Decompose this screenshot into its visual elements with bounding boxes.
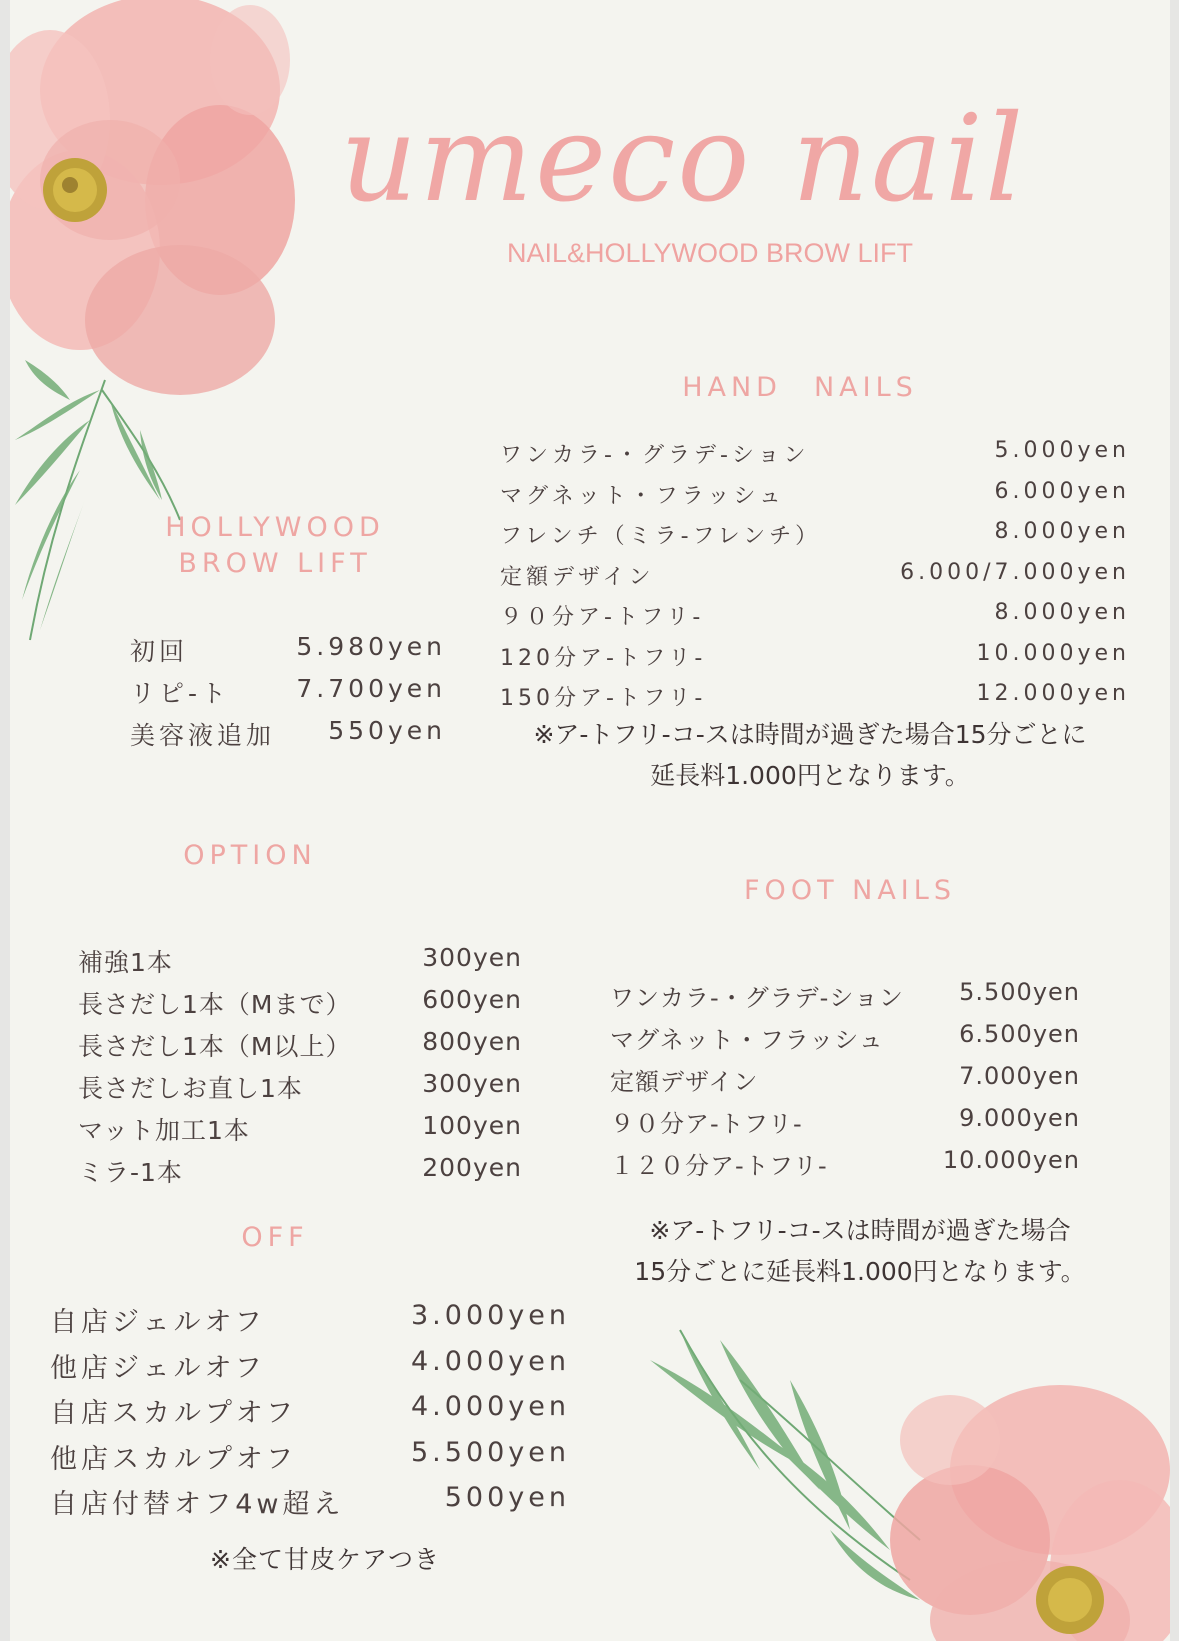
brow-lift-title bbox=[140, 510, 410, 582]
off-item-price: 4.000yen bbox=[411, 1391, 570, 1422]
option-row bbox=[78, 1111, 522, 1147]
foot-nails-item-name: 定額デザイン bbox=[610, 1068, 759, 1096]
hand-nails-item-price: 8.000yen bbox=[994, 600, 1130, 625]
option-row bbox=[78, 1069, 522, 1105]
option-item-price: 100yen bbox=[422, 1111, 522, 1140]
foot-nails-note-line1: ※ア-トフリ-コ-スは時間が過ぎた場合 bbox=[649, 1216, 1071, 1245]
off-row bbox=[50, 1482, 570, 1518]
off-item-name: 他店スカルプオフ bbox=[50, 1443, 297, 1475]
foot-nails-item-name: マグネット・フラッシュ bbox=[610, 1026, 884, 1054]
option-row bbox=[78, 985, 522, 1021]
option-row bbox=[78, 1153, 522, 1189]
foot-nails-row bbox=[610, 1146, 1080, 1182]
hand-nails-item-name: 150分ア-トフリ- bbox=[500, 686, 707, 711]
hand-nails-item-price: 8.000yen bbox=[994, 519, 1130, 544]
option-row bbox=[78, 1027, 522, 1063]
hand-nails-note bbox=[490, 714, 1130, 796]
option-item-price: 800yen bbox=[422, 1027, 522, 1056]
hand-nails-row bbox=[500, 681, 1130, 717]
foot-nails-item-price: 9.000yen bbox=[959, 1104, 1080, 1132]
hand-nails-row bbox=[500, 519, 1130, 555]
foot-nails-item-name: ワンカラ-・グラデ-ション bbox=[610, 984, 904, 1012]
hand-nails-item-name: フレンチ（ミラ-フレンチ） bbox=[500, 524, 822, 549]
hand-nails-item-name: ９０分ア-トフリ- bbox=[500, 605, 705, 630]
option-item-name: 補強1本 bbox=[78, 948, 173, 977]
brow-lift-item-name: 美容液追加 bbox=[130, 721, 276, 750]
off-item-price: 5.500yen bbox=[411, 1436, 570, 1468]
brow-lift-row bbox=[130, 716, 446, 752]
option-item-name: ミラ-1本 bbox=[78, 1158, 183, 1187]
option-item-price: 200yen bbox=[422, 1153, 522, 1182]
foot-nails-item-price: 6.500yen bbox=[959, 1020, 1080, 1048]
hand-nails-row bbox=[500, 600, 1130, 636]
option-item-price: 600yen bbox=[422, 985, 522, 1014]
hand-nails-item-price: 12.000yen bbox=[976, 681, 1130, 706]
brow-lift-title-line2: BROW LIFT bbox=[178, 548, 372, 579]
hand-nails-row bbox=[500, 560, 1130, 596]
brow-lift-item-name: リピ-ト bbox=[130, 679, 231, 708]
off-item-name: 自店スカルプオフ bbox=[50, 1398, 297, 1429]
foot-nails-row bbox=[610, 978, 1080, 1014]
foot-nails-item-price: 5.500yen bbox=[959, 978, 1080, 1006]
foot-nails-row bbox=[610, 1020, 1080, 1056]
off-item-price: 3.000yen bbox=[411, 1300, 570, 1331]
off-row bbox=[50, 1391, 570, 1427]
hand-nails-item-price: 6.000/7.000yen bbox=[900, 559, 1130, 585]
option-title: OPTION bbox=[183, 840, 317, 871]
off-item-name: 自店ジェルオフ bbox=[50, 1307, 266, 1338]
brow-lift-item-price: 550yen bbox=[328, 716, 446, 745]
off-row bbox=[50, 1346, 570, 1382]
hand-nails-title: HAND NAILS bbox=[682, 372, 918, 403]
foot-nails-row bbox=[610, 1062, 1080, 1098]
brow-lift-item-price: 5.980yen bbox=[296, 632, 446, 661]
off-row bbox=[50, 1300, 570, 1336]
off-item-price: 4.000yen bbox=[411, 1345, 570, 1377]
hand-nails-item-price: 5.000yen bbox=[994, 438, 1130, 463]
off-title: OFF bbox=[241, 1222, 309, 1253]
hand-nails-note-line1: ※ア-トフリ-コ-スは時間が過ぎた場合15分ごとに bbox=[533, 720, 1087, 749]
foot-nails-note-line2: 15分ごとに延長料1.000円となります。 bbox=[634, 1257, 1086, 1286]
hand-nails-item-price: 6.000yen bbox=[994, 478, 1130, 504]
hand-nails-item-name: ワンカラ-・グラデ-ション bbox=[500, 443, 810, 468]
option-item-price: 300yen bbox=[422, 943, 522, 972]
option-item-price: 300yen bbox=[422, 1069, 522, 1098]
off-item-price: 500yen bbox=[444, 1482, 570, 1513]
option-item-name: 長さだしお直し1本 bbox=[78, 1074, 303, 1103]
brow-lift-item-price: 7.700yen bbox=[296, 674, 446, 703]
option-row bbox=[78, 943, 522, 979]
foot-nails-item-name: ９０分ア-トフリ- bbox=[610, 1110, 803, 1138]
hand-nails-row bbox=[500, 479, 1130, 515]
foot-nails-item-price: 7.000yen bbox=[959, 1062, 1080, 1090]
foot-nails-title: FOOT NAILS bbox=[744, 875, 956, 906]
flower-bottom-right-icon bbox=[650, 1320, 1170, 1641]
off-row bbox=[50, 1437, 570, 1473]
brow-lift-row bbox=[130, 632, 446, 668]
off-note: ※全て甘皮ケアつき bbox=[210, 1545, 440, 1574]
off-item-name: 他店ジェルオフ bbox=[50, 1352, 266, 1384]
hand-nails-row bbox=[500, 438, 1130, 474]
option-item-name: 長さだし1本（M以上） bbox=[78, 1032, 352, 1061]
off-item-name: 自店付替オフ4w超え bbox=[50, 1489, 345, 1520]
brow-lift-row bbox=[130, 674, 446, 710]
hand-nails-item-price: 10.000yen bbox=[976, 640, 1130, 666]
hand-nails-item-name: 定額デザイン bbox=[500, 564, 655, 590]
menu-sheet bbox=[10, 0, 1170, 1641]
foot-nails-item-name: １２０分ア-トフリ- bbox=[610, 1152, 828, 1180]
option-item-name: 長さだし1本（Mまで） bbox=[78, 990, 352, 1019]
foot-nails-item-price: 10.000yen bbox=[942, 1146, 1080, 1174]
hand-nails-note-line2: 延長料1.000円となります。 bbox=[650, 761, 970, 790]
hand-nails-item-name: 120分ア-トフリ- bbox=[500, 645, 707, 671]
svg-text:umeco nail: umeco nail bbox=[340, 90, 1026, 229]
hand-nails-row bbox=[500, 641, 1130, 677]
brand-subtitle: NAIL&HOLLYWOOD BROW LIFT bbox=[506, 238, 914, 268]
foot-nails-row bbox=[610, 1104, 1080, 1140]
hand-nails-item-name: マグネット・フラッシュ bbox=[500, 483, 785, 509]
brow-lift-item-name: 初回 bbox=[130, 637, 189, 666]
brow-lift-title-line1: HOLLYWOOD bbox=[165, 512, 385, 543]
option-item-name: マット加工1本 bbox=[78, 1116, 250, 1145]
foot-nails-note bbox=[620, 1210, 1100, 1292]
